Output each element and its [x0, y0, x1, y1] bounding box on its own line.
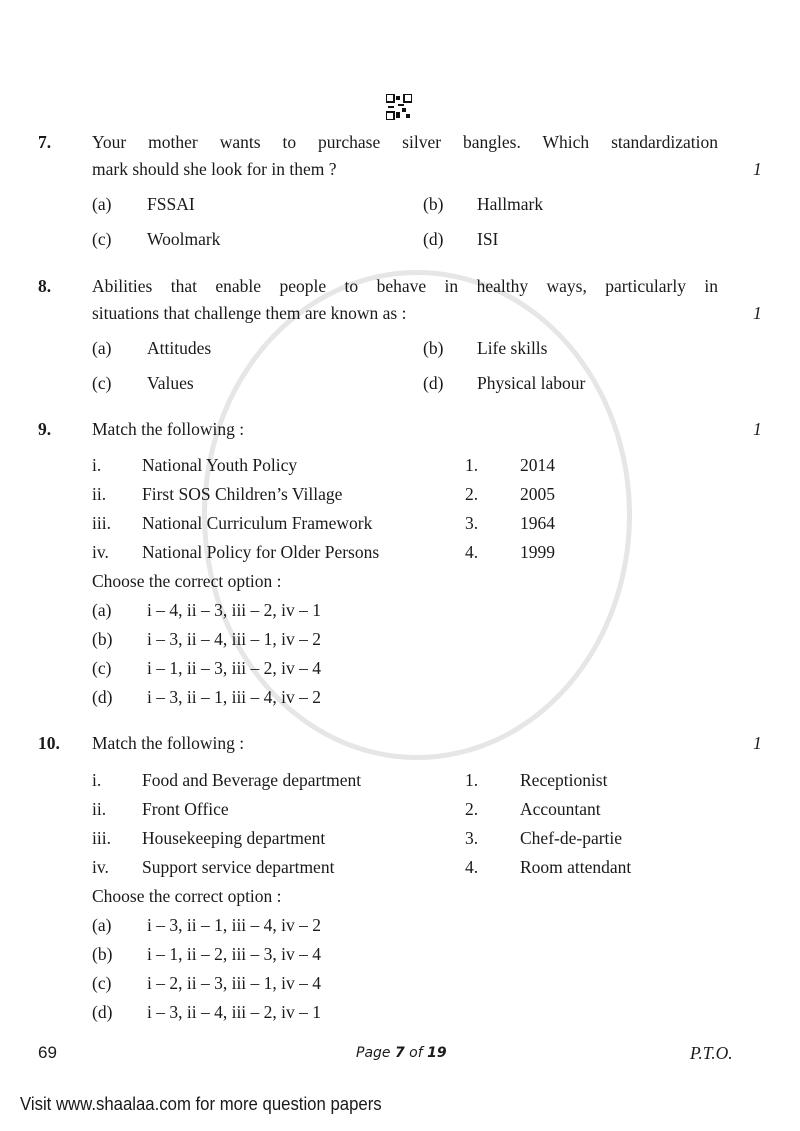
match-right-item: Receptionist: [520, 770, 608, 790]
option-label: (c): [92, 373, 112, 393]
option-label: (d): [92, 1002, 113, 1022]
question-number: 8.: [38, 276, 52, 296]
match-right-item: Chef-de-partie: [520, 828, 623, 848]
match-number: 4.: [465, 857, 479, 877]
marks: 1: [753, 733, 762, 753]
match-left-item: Support service department: [142, 857, 335, 877]
match-roman: ii.: [92, 484, 107, 504]
question-text: Match the following :: [92, 733, 245, 753]
question-text: mark should she look for in them ?: [92, 159, 337, 179]
match-number: 2.: [465, 484, 479, 504]
option-text: Physical labour: [477, 373, 586, 393]
match-right-item: Accountant: [520, 799, 601, 819]
match-roman: iii.: [92, 828, 111, 848]
choose-option-label: Choose the correct option :: [92, 571, 282, 591]
option-label: (b): [92, 944, 113, 964]
option-text: ISI: [477, 229, 499, 249]
option-label: (a): [92, 600, 112, 620]
page-of: of: [404, 1045, 428, 1061]
match-right-item: 2014: [520, 455, 555, 475]
match-right-item: 1964: [520, 513, 555, 533]
option-label: (c): [92, 229, 112, 249]
page-total: 19: [427, 1045, 447, 1061]
option-label: (a): [92, 915, 112, 935]
page-number: [356, 1043, 447, 1063]
pto-label: P.T.O.: [690, 1043, 733, 1063]
match-number: 3.: [465, 828, 479, 848]
option-label: (d): [92, 687, 113, 707]
question-number: 7.: [38, 132, 52, 152]
match-roman: ii.: [92, 799, 107, 819]
marks: 1: [753, 159, 762, 179]
match-number: 2.: [465, 799, 479, 819]
match-number: 4.: [465, 542, 479, 562]
match-number: 1.: [465, 770, 479, 790]
match-number: 3.: [465, 513, 479, 533]
option-text: i – 3, ii – 1, iii – 4, iv – 2: [147, 915, 322, 935]
option-text: Hallmark: [477, 194, 544, 214]
match-right-item: 2005: [520, 484, 555, 504]
option-label: (d): [423, 229, 444, 249]
visit-link[interactable]: Visit www.shaalaa.com for more question papers: [20, 1094, 382, 1114]
match-number: 1.: [465, 455, 479, 475]
option-label: (b): [423, 338, 444, 358]
option-text: i – 3, ii – 1, iii – 4, iv – 2: [147, 687, 322, 707]
paper-code: 69: [38, 1043, 57, 1062]
match-left-item: National Curriculum Framework: [142, 513, 373, 533]
marks: 1: [753, 419, 762, 439]
match-left-item: Food and Beverage department: [142, 770, 362, 790]
match-right-item: Room attendant: [520, 857, 632, 877]
option-label: (d): [423, 373, 444, 393]
match-left-item: Housekeeping department: [142, 828, 326, 848]
question-text: Match the following :: [92, 419, 245, 439]
qr-code-icon: [386, 94, 412, 120]
match-roman: iv.: [92, 857, 109, 877]
option-label: (b): [92, 629, 113, 649]
match-roman: i.: [92, 770, 102, 790]
option-text: i – 4, ii – 3, iii – 2, iv – 1: [147, 600, 322, 620]
match-roman: iv.: [92, 542, 109, 562]
option-label: (a): [92, 194, 112, 214]
question-text: situations that challenge them are known as :: [92, 303, 407, 323]
option-label: (b): [423, 194, 444, 214]
question-number: 9.: [38, 419, 52, 439]
option-text: Woolmark: [147, 229, 221, 249]
option-text: i – 3, ii – 4, iii – 1, iv – 2: [147, 629, 322, 649]
option-text: i – 1, ii – 2, iii – 3, iv – 4: [147, 944, 322, 964]
option-label: (c): [92, 658, 112, 678]
match-roman: i.: [92, 455, 102, 475]
marks: 1: [753, 303, 762, 323]
match-left-item: Front Office: [142, 799, 229, 819]
choose-option-label: Choose the correct option :: [92, 886, 282, 906]
option-text: FSSAI: [147, 194, 195, 214]
option-text: Attitudes: [147, 338, 212, 358]
option-label: (a): [92, 338, 112, 358]
match-left-item: First SOS Children’s Village: [142, 484, 343, 504]
option-text: i – 2, ii – 3, iii – 1, iv – 4: [147, 973, 322, 993]
match-right-item: 1999: [520, 542, 555, 562]
question-number: 10.: [38, 733, 60, 753]
question-text: Abilities that enable people to behave in healthy ways, particularly in: [92, 276, 718, 296]
match-left-item: National Policy for Older Persons: [142, 542, 380, 562]
option-text: Life skills: [477, 338, 548, 358]
question-text: Your mother wants to purchase silver bangles. Which standardization: [92, 132, 718, 152]
option-text: i – 1, ii – 3, iii – 2, iv – 4: [147, 658, 322, 678]
match-roman: iii.: [92, 513, 111, 533]
page-current: 7: [394, 1045, 405, 1061]
option-label: (c): [92, 973, 112, 993]
page-prefix: Page: [356, 1045, 395, 1061]
option-text: Values: [147, 373, 194, 393]
option-text: i – 3, ii – 4, iii – 2, iv – 1: [147, 1002, 322, 1022]
match-left-item: National Youth Policy: [142, 455, 298, 475]
